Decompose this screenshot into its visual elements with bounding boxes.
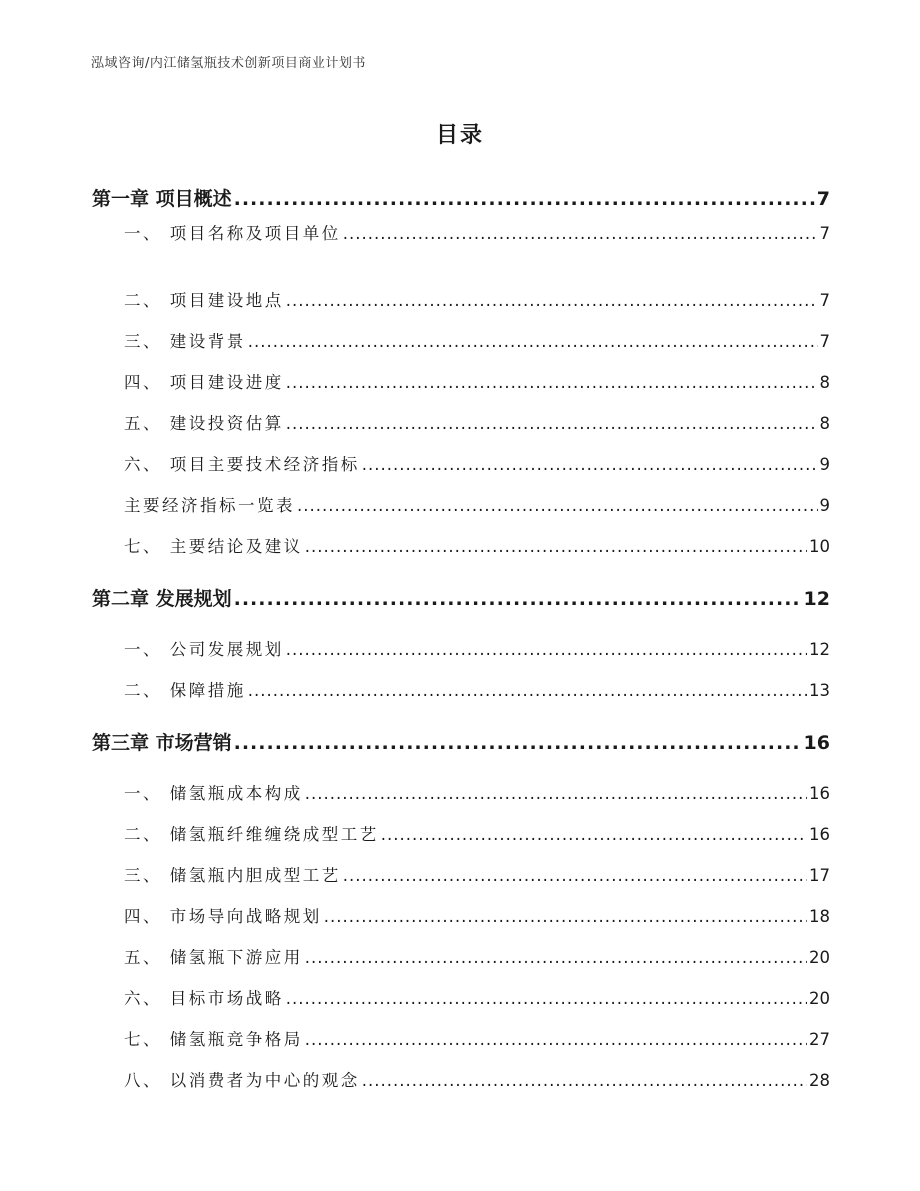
toc-leader-dots: [305, 784, 807, 803]
toc-leader-dots: [234, 732, 802, 754]
toc-section[interactable]: [92, 492, 830, 516]
toc-page-number: 18: [809, 907, 830, 926]
toc-page-number: 7: [819, 291, 830, 310]
toc-leader-dots: [362, 455, 818, 474]
toc-entry-label: 五、 建设投资估算: [124, 414, 284, 433]
toc-entry-label: 第一章 项目概述: [92, 188, 232, 210]
toc-section[interactable]: [92, 369, 830, 393]
toc-entry-label: 七、 主要结论及建议: [124, 537, 303, 556]
toc-entry-label: 四、 市场导向战略规划: [124, 907, 322, 926]
toc-leader-dots: [248, 332, 818, 351]
toc-page-number: 7: [819, 332, 830, 351]
toc-entry-label: 二、 储氢瓶纤维缠绕成型工艺: [124, 825, 379, 844]
toc-page-number: 16: [809, 825, 830, 844]
toc-section[interactable]: [92, 287, 830, 311]
toc-leader-dots: [324, 907, 807, 926]
toc-page-number: 9: [819, 455, 830, 474]
toc-title: 目录: [435, 123, 484, 148]
toc-chapter-2[interactable]: [92, 584, 830, 611]
toc-leader-dots: [297, 496, 818, 515]
toc-section[interactable]: [92, 1026, 830, 1050]
toc-leader-dots: [343, 866, 807, 885]
toc-page-number: 8: [819, 373, 830, 392]
toc-section[interactable]: [92, 780, 830, 804]
toc-entry-label: 一、 储氢瓶成本构成: [124, 784, 303, 803]
toc-page-number: 13: [809, 681, 830, 700]
toc-page-number: 20: [809, 948, 830, 967]
toc-page-number: 9: [819, 496, 830, 515]
toc-leader-dots: [286, 414, 818, 433]
toc-section[interactable]: [92, 410, 830, 434]
toc-section[interactable]: [92, 328, 830, 352]
toc-leader-dots: [362, 1071, 807, 1090]
toc-page-number: 12: [803, 588, 830, 610]
toc-leader-dots: [305, 537, 807, 556]
toc-section[interactable]: [92, 451, 830, 475]
toc-page-number: 27: [809, 1030, 830, 1049]
toc-entry-label: 第二章 发展规划: [92, 588, 232, 610]
toc-leader-dots: [234, 188, 815, 210]
toc-section[interactable]: [92, 944, 830, 968]
toc-leader-dots: [248, 681, 807, 700]
toc-chapter-3[interactable]: [92, 728, 830, 755]
toc-entry-label: 四、 项目建设进度: [124, 373, 284, 392]
toc-leader-dots: [286, 640, 807, 659]
toc-entry-label: 八、 以消费者为中心的观念: [124, 1071, 360, 1090]
toc-chapter-1[interactable]: [92, 184, 830, 211]
toc-entry-label: 三、 储氢瓶内胆成型工艺: [124, 866, 341, 885]
toc-entry-label: 一、 公司发展规划: [124, 640, 284, 659]
toc-entry-label: 五、 储氢瓶下游应用: [124, 948, 303, 967]
toc-leader-dots: [286, 291, 818, 310]
toc-leader-dots: [381, 825, 807, 844]
toc-leader-dots: [234, 588, 802, 610]
toc-section[interactable]: [92, 677, 830, 701]
toc-section[interactable]: [92, 533, 830, 557]
toc-leader-dots: [343, 224, 818, 243]
toc-page-number: 7: [819, 224, 830, 243]
toc-section[interactable]: [92, 821, 830, 845]
toc-page-number: 16: [803, 732, 830, 754]
toc-section[interactable]: [92, 636, 830, 660]
page-header: 泓域咨询/内江储氢瓶技术创新项目商业计划书: [91, 56, 366, 71]
toc-section[interactable]: [92, 220, 830, 244]
toc-entry-label: 六、 项目主要技术经济指标: [124, 455, 360, 474]
toc-entry-label: 七、 储氢瓶竞争格局: [124, 1030, 303, 1049]
toc-section[interactable]: [92, 1067, 830, 1091]
toc-page-number: 28: [809, 1071, 830, 1090]
toc-page-number: 20: [809, 989, 830, 1008]
toc-page-number: 8: [819, 414, 830, 433]
toc-section[interactable]: [92, 862, 830, 886]
toc-entry-label: 第三章 市场营销: [92, 732, 232, 754]
toc-leader-dots: [286, 373, 818, 392]
toc-entry-label: 三、 建设背景: [124, 332, 246, 351]
toc-section[interactable]: [92, 903, 830, 927]
toc-entry-label: 主要经济指标一览表: [124, 496, 295, 515]
toc-page-number: 16: [809, 784, 830, 803]
toc-entry-label: 二、 保障措施: [124, 681, 246, 700]
toc-leader-dots: [305, 1030, 807, 1049]
toc-entry-label: 二、 项目建设地点: [124, 291, 284, 310]
toc-page-number: 10: [809, 537, 830, 556]
toc-entry-label: 六、 目标市场战略: [124, 989, 284, 1008]
toc-entry-label: 一、 项目名称及项目单位: [124, 224, 341, 243]
toc-page-number: 12: [809, 640, 830, 659]
toc-leader-dots: [286, 989, 807, 1008]
toc-leader-dots: [305, 948, 807, 967]
toc-page-number: 17: [809, 866, 830, 885]
toc-page-number: 7: [816, 188, 830, 210]
toc-section[interactable]: [92, 985, 830, 1009]
